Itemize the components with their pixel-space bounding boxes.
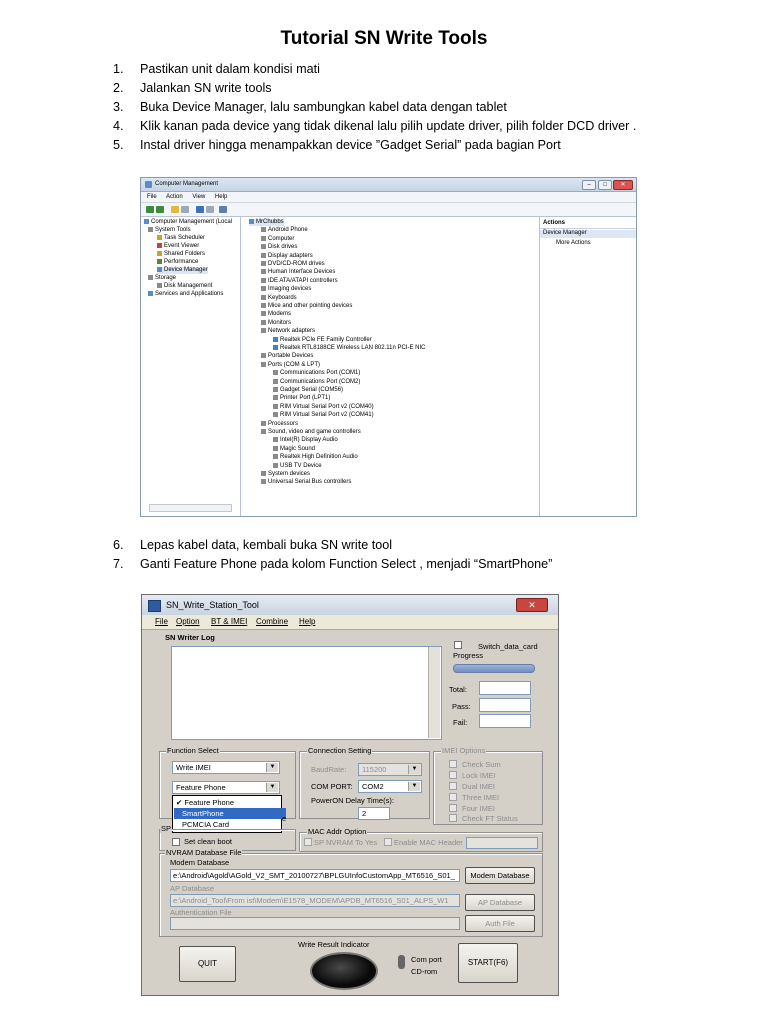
tree-item[interactable]: Services and Applications (148, 291, 223, 298)
step-number: 6. (113, 538, 124, 552)
sn-write-tool-window (141, 594, 559, 996)
quit-button[interactable]: QUIT (179, 946, 236, 982)
step-number: 3. (113, 100, 124, 114)
device-item[interactable]: Realtek High Definition Audio (273, 454, 358, 461)
tree-item[interactable]: System Tools (148, 227, 191, 234)
port-mode-toggle[interactable] (398, 955, 405, 969)
device-category[interactable]: Mice and other pointing devices (261, 303, 352, 310)
device-root[interactable]: MrChubbs (249, 219, 284, 226)
horizontal-scrollbar[interactable] (149, 504, 232, 512)
power-on-delay-label: PowerON Delay Time(s): (311, 796, 394, 805)
step-number: 7. (113, 557, 124, 571)
ap-database-label: AP Database (170, 884, 215, 893)
app-icon (148, 600, 161, 612)
tree-item[interactable]: Performance (157, 259, 198, 266)
step-item (113, 60, 636, 79)
folder-up-icon[interactable] (171, 206, 179, 213)
imei-option-label: Dual IMEI (462, 782, 495, 791)
ap-database-button[interactable]: AP Database (465, 894, 535, 911)
com-port-label: COM PORT: (311, 782, 353, 791)
chevron-down-icon[interactable]: ▼ (266, 783, 278, 792)
pass-label: Pass: (452, 702, 471, 711)
step-text: Buka Device Manager, lalu sambungkan kabel data dengan tablet (140, 100, 507, 114)
ap-database-input[interactable]: e:\Android_Tool\From ist\Modem\E1578_MODEM\APDB_MT6516_S01_ALPS_W1 (170, 894, 460, 907)
imei-option-label: Four IMEI (462, 804, 495, 813)
mac-addr-label: MAC Addr Option (308, 827, 367, 836)
device-category[interactable]: Universal Serial Bus controllers (261, 479, 351, 486)
cm-menu-help[interactable]: Help (214, 194, 228, 200)
check-icon: ✔ (176, 798, 183, 807)
device-category[interactable]: Display adapters (261, 253, 313, 260)
chevron-down-icon[interactable]: ▼ (408, 782, 420, 791)
imei-option-checkbox[interactable] (449, 804, 457, 812)
function-value: Write IMEI (176, 763, 211, 772)
sp-label: SP (161, 824, 172, 833)
device-category[interactable]: System devices (261, 471, 310, 478)
sn-menu-help[interactable]: Help (299, 617, 316, 626)
step-item (113, 117, 636, 136)
function-select-label: Function Select (167, 746, 219, 755)
enable-mac-header-checkbox[interactable] (384, 838, 392, 846)
computer-management-icon (145, 181, 152, 188)
sn-log-label: SN Writer Log (165, 633, 215, 642)
steps-list-first (113, 60, 636, 155)
com-port-toggle-label: Com port (411, 955, 442, 964)
cm-title-bar (141, 178, 636, 192)
step-item (113, 136, 636, 155)
phone-type-value: Feature Phone (176, 783, 226, 792)
step-item (113, 79, 636, 98)
write-result-indicator (310, 952, 378, 990)
start-button[interactable]: START(F6) (458, 943, 518, 983)
close-icon[interactable]: ✕ (516, 598, 548, 612)
step-item (113, 536, 552, 555)
modem-database-button[interactable]: Modem Database (465, 867, 535, 884)
connection-setting-label: Connection Setting (308, 746, 372, 755)
tree-item-device-manager[interactable]: Device Manager (157, 267, 208, 274)
scan-hardware-icon[interactable] (219, 206, 227, 213)
chevron-down-icon[interactable]: ▼ (266, 763, 278, 772)
device-item[interactable]: RIM Virtual Serial Port v2 (COM40) (273, 404, 374, 411)
actions-header: Actions (540, 220, 637, 229)
total-field[interactable] (479, 681, 531, 695)
sn-menu-combine[interactable]: Combine (256, 617, 289, 626)
cm-navigation-pane (141, 216, 241, 516)
device-item[interactable]: Communications Port (COM2) (273, 379, 360, 386)
device-category[interactable]: IDE ATA/ATAPI controllers (261, 278, 338, 285)
device-item[interactable]: RIM Virtual Serial Port v2 (COM41) (273, 412, 374, 419)
modem-database-input[interactable]: e:\Android\Agold\AGold_V2_SMT_20100727\BPLGUInfoCustomApp_MT6516_S01_ (170, 869, 460, 882)
cm-window-title: Computer Management (155, 181, 219, 187)
cd-rom-toggle-label: CD-rom (411, 967, 438, 976)
sn-log-textarea[interactable] (171, 646, 442, 740)
truncated-label: e (282, 814, 287, 823)
imei-option-label: Lock IMEI (462, 771, 496, 780)
option-smartphone[interactable]: SmartPhone (174, 808, 286, 819)
step-text: Jalankan SN write tools (140, 81, 272, 95)
imei-option-label: Check Sum (462, 760, 501, 769)
sn-window-title: SN_Write_Station_Tool (166, 600, 259, 610)
cm-menu-view[interactable]: View (192, 194, 206, 200)
chevron-down-icon[interactable]: ▼ (408, 765, 420, 774)
authentication-file-input[interactable] (170, 917, 460, 930)
set-clean-boot-checkbox[interactable] (172, 838, 180, 846)
device-category[interactable]: Sound, video and game controllers (261, 429, 361, 436)
sn-menu-option[interactable]: Option (176, 617, 200, 626)
imei-option-checkbox[interactable] (449, 782, 457, 790)
actions-device-manager[interactable]: Device Manager (540, 230, 636, 238)
set-clean-boot-label: Set clean boot (184, 837, 232, 846)
device-category[interactable]: Android Phone (261, 227, 308, 234)
imei-option-checkbox[interactable] (449, 793, 457, 801)
authentication-file-label: Authentication File (170, 908, 232, 917)
auth-file-button[interactable]: Auth File (465, 915, 535, 932)
maximize-icon[interactable]: □ (598, 180, 612, 190)
log-scrollbar[interactable] (428, 647, 440, 738)
pass-field[interactable] (479, 698, 531, 712)
device-category[interactable]: DVD/CD-ROM drives (261, 261, 325, 268)
device-category[interactable]: Processors (261, 421, 298, 428)
show-hide-tree-icon[interactable] (181, 206, 189, 213)
back-icon[interactable] (146, 206, 154, 213)
com-port-combo[interactable] (358, 780, 422, 793)
progress-label: Progress (453, 651, 484, 660)
device-category[interactable]: Imaging devices (261, 286, 311, 293)
enable-mac-header-label: Enable MAC Header (394, 838, 463, 847)
device-category[interactable]: Monitors (261, 320, 291, 327)
power-on-delay-input[interactable]: 2 (358, 807, 390, 820)
device-tree-pane (241, 216, 540, 516)
imei-option-label: Check FT Status (462, 814, 518, 823)
device-item[interactable]: Realtek RTL8188CE Wireless LAN 802.11n PCI-E NIC (273, 345, 426, 352)
tree-item[interactable]: Task Scheduler (157, 235, 205, 242)
device-category[interactable]: Keyboards (261, 295, 297, 302)
step-text: Klik kanan pada device yang tidak dikenal lalu pilih update driver, pilih folder DCD driver . (140, 119, 637, 133)
device-category[interactable]: Modems (261, 311, 291, 318)
imei-option-checkbox[interactable] (449, 760, 457, 768)
com-port-value: COM2 (362, 782, 384, 791)
write-result-label: Write Result Indicator (298, 940, 370, 949)
baudrate-value: 115200 (362, 765, 387, 774)
properties-icon[interactable] (206, 206, 214, 213)
device-item[interactable]: USB TV Device (273, 463, 322, 470)
step-item (113, 555, 552, 574)
nvram-database-label: NVRAM Database File (166, 848, 242, 857)
step-text: Instal driver hingga menampakkan device ”Gadget Serial” pada bagian Port (140, 138, 561, 152)
step-number: 4. (113, 119, 124, 133)
minimize-icon[interactable]: – (582, 180, 596, 190)
fail-field[interactable] (479, 714, 531, 728)
phone-type-combo[interactable] (172, 781, 280, 794)
device-category[interactable]: Portable Devices (261, 353, 313, 360)
switch-data-card-label: Switch_data_card (478, 642, 538, 651)
cm-menu-bar (141, 192, 636, 203)
progress-bar (453, 664, 535, 673)
step-number: 5. (113, 138, 124, 152)
device-item-gadget-serial[interactable]: Gadget Serial (COM56) (273, 387, 343, 394)
device-category[interactable]: Computer (261, 236, 294, 243)
imei-option-checkbox[interactable] (449, 814, 457, 822)
help-icon[interactable] (196, 206, 204, 213)
steps-list-second (113, 536, 552, 574)
total-label: Total: (449, 685, 467, 694)
baudrate-combo[interactable] (358, 763, 422, 776)
device-item[interactable]: Intel(R) Display Audio (273, 437, 338, 444)
step-text: Pastikan unit dalam kondisi mati (140, 62, 320, 76)
sn-menu-bt-imei[interactable]: BT & IMEI (211, 617, 248, 626)
sn-menu-file[interactable]: File (155, 617, 168, 626)
option-pcmcia-card[interactable]: PCMCIA Card (182, 820, 230, 829)
device-item[interactable]: Realtek PCIe FE Family Controller (273, 337, 372, 344)
mac-sp-nvram-label: SP NVRAM To Yes (314, 838, 378, 847)
switch-data-card-checkbox[interactable] (454, 641, 462, 649)
tree-item[interactable]: Computer Management (Local (144, 219, 232, 226)
sn-menu-bar (142, 615, 558, 630)
close-icon[interactable]: ✕ (613, 180, 633, 190)
actions-pane (540, 216, 636, 516)
sn-title-bar (142, 595, 558, 615)
device-item[interactable]: Communications Port (COM1) (273, 370, 360, 377)
imei-option-label: Three IMEI (462, 793, 500, 802)
mac-header-input[interactable] (466, 837, 538, 849)
step-number: 1. (113, 62, 124, 76)
phone-type-dropdown (172, 795, 282, 833)
cm-menu-action[interactable]: Action (166, 194, 183, 200)
tree-item[interactable]: Shared Folders (157, 251, 205, 258)
page-title: Tutorial SN Write Tools (280, 28, 488, 49)
forward-icon[interactable] (156, 206, 164, 213)
mac-sp-nvram-checkbox[interactable] (304, 838, 312, 846)
device-category[interactable]: Disk drives (261, 244, 297, 251)
step-text: Ganti Feature Phone pada kolom Function Select , menjadi “SmartPhone” (140, 557, 553, 571)
step-text: Lepas kabel data, kembali buka SN write tool (140, 538, 393, 552)
imei-options-label: IMEI Options (442, 746, 486, 755)
fail-label: Fail: (453, 718, 468, 727)
imei-option-checkbox[interactable] (449, 771, 457, 779)
device-category[interactable]: Ports (COM & LPT) (261, 362, 320, 369)
actions-more[interactable]: More Actions (556, 240, 591, 246)
computer-management-window (140, 177, 637, 517)
baudrate-label: BaudRate: (311, 765, 347, 774)
cm-toolbar (141, 203, 636, 217)
cm-menu-file[interactable]: File (147, 194, 157, 200)
tree-item[interactable]: Storage (148, 275, 176, 282)
device-item[interactable]: Magic Sound (273, 446, 315, 453)
step-number: 2. (113, 81, 124, 95)
device-category[interactable]: Network adapters (261, 328, 315, 335)
function-combo[interactable] (172, 761, 280, 774)
tree-item[interactable]: Disk Management (157, 283, 212, 290)
step-item (113, 98, 636, 117)
option-feature-phone[interactable]: ✔ Feature Phone (176, 798, 235, 807)
tree-item[interactable]: Event Viewer (157, 243, 199, 250)
modem-database-label: Modem Database (170, 858, 230, 867)
device-item[interactable]: Printer Port (LPT1) (273, 395, 330, 402)
device-category[interactable]: Human Interface Devices (261, 269, 335, 276)
